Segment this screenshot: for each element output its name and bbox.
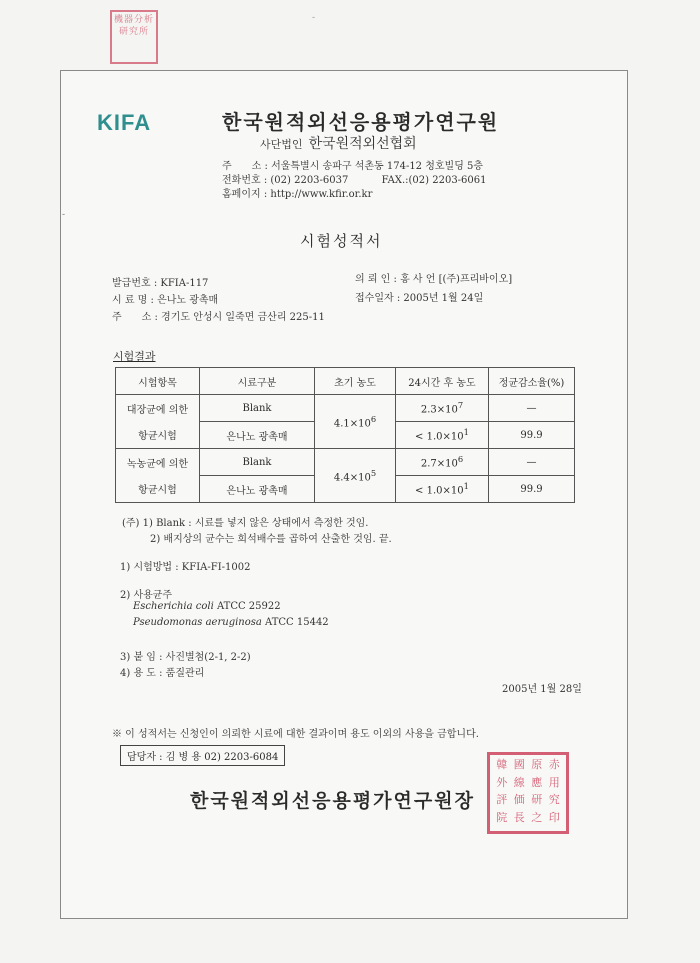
table-row: 대장균에 의한 항균시험 Blank $4.1\times 10^6$ $2.3\times 10^7$ — <box>116 395 575 422</box>
kifa-logo: KIFA <box>97 110 152 135</box>
official-seal-bottom: 韓 國 原 赤 外 線 應 用 評 価 研 究 院 長 之 印 <box>487 752 569 834</box>
address-line: 주 소 : 서울특별시 송파구 석촌동 174-12 청호빌딩 5층 <box>222 161 484 172</box>
strain-1: Escherichia coli ATCC 25922 <box>133 601 281 612</box>
sample-name: 시 료 명 : 은나노 광촉매 <box>112 295 219 306</box>
table-row: 녹농균에 의한 항균시험 Blank $4.4\times 10^5$ $2.7\times 10^6$ — <box>116 449 575 476</box>
received-date: 접수일자 : 2005년 1월 24일 <box>355 293 484 304</box>
homepage-line: 홈페이지 : http://www.kfir.or.kr <box>222 189 373 200</box>
attachment: 3) 붙 임 : 사진별첨(2-1, 2-2) <box>120 652 251 663</box>
table-header-row: 시험항목 시료구분 초기 농도 24시간 후 농도 정균감소율(%) <box>116 368 575 395</box>
institute-title: 한국원적외선응용평가연구원 <box>222 110 500 134</box>
section-title: 시험결과 <box>113 350 156 363</box>
usage: 4) 용 도 : 품질관리 <box>120 668 205 679</box>
phone-line: 전화번호 : (02) 2203-6037 FAX.:(02) 2203-6061 <box>222 175 487 186</box>
note-1: (주) 1) Blank : 시료를 넣지 않은 상태에서 측정한 것임. <box>122 518 369 529</box>
table-row: 은나노 광촉매 < $1.0\times 10^1$ 99.9 <box>116 422 575 449</box>
client-address: 주 소 : 경기도 안성시 일죽면 금산리 225-11 <box>112 312 325 323</box>
footer-institute-title: 한국원적외선응용평가연구원장 <box>190 790 475 812</box>
contact-box: 담당자 : 김 병 용 02) 2203-6084 <box>120 745 285 766</box>
strains-label: 2) 사용균주 <box>120 590 173 601</box>
note-2: 2) 배지상의 균수는 희석배수를 곱하여 산출한 것임. 끝. <box>150 534 392 545</box>
scan-mark: - <box>312 13 316 23</box>
official-seal-top: 機器分析 研究所 <box>110 10 158 64</box>
results-table <box>115 367 575 503</box>
table-row: 은나노 광촉매 < $1.0\times 10^1$ 99.9 <box>116 476 575 503</box>
test-method: 1) 시험방법 : KFIA-FI-1002 <box>120 562 251 573</box>
client: 의 뢰 인 : 홍 사 언 [(주)프리바이오] <box>355 274 513 285</box>
issue-date: 2005년 1월 28일 <box>502 684 582 695</box>
disclaimer: ※ 이 성적서는 신청인이 의뢰한 시료에 대한 결과이며 용도 이외의 사용을 금합니다. <box>112 729 479 740</box>
issue-number: 발급번호 : KFIA-117 <box>112 278 209 289</box>
document-title: 시험성적서 <box>300 232 383 250</box>
scan-mark: - <box>62 210 66 220</box>
association-subtitle: 사단법인 한국원적외선협회 <box>260 136 417 152</box>
strain-2: Pseudomonas aeruginosa ATCC 15442 <box>133 617 329 628</box>
